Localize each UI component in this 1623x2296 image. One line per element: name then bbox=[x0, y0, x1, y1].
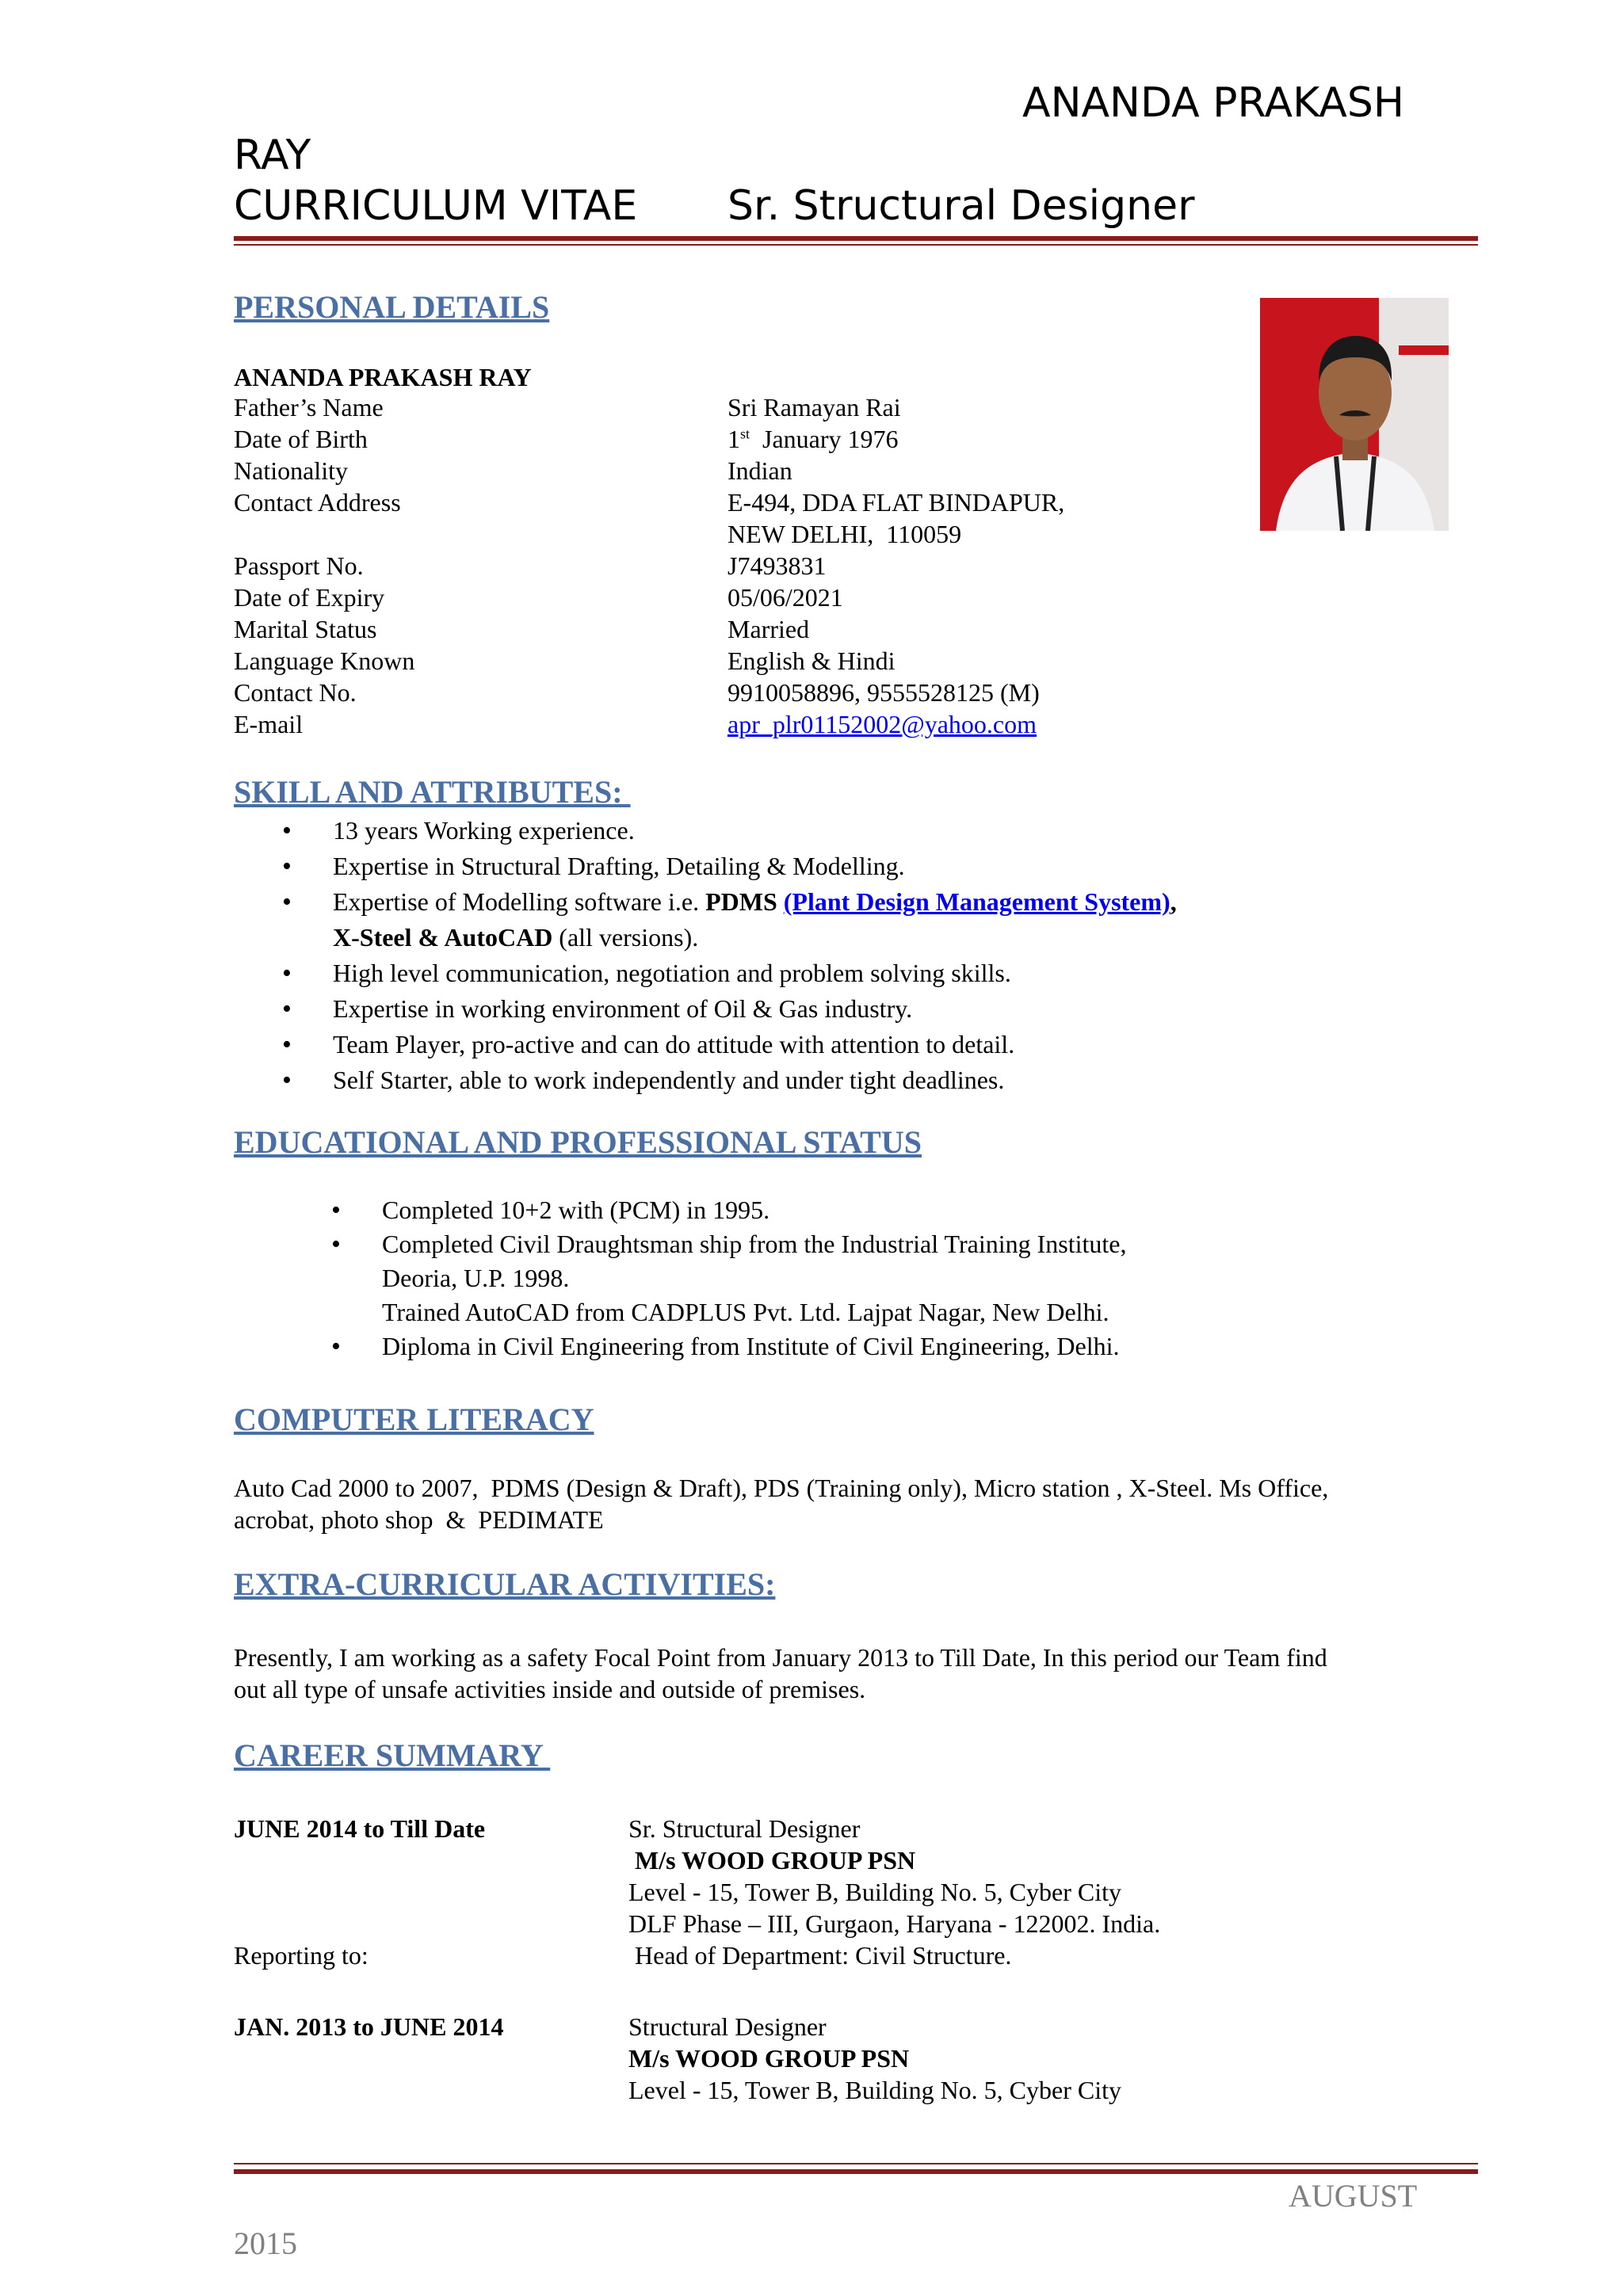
section-heading-skills: SKILL AND ATTRIBUTES: bbox=[234, 774, 631, 810]
footer-rule bbox=[234, 2169, 1478, 2174]
section-heading-education: EDUCATIONAL AND PROFESSIONAL STATUS bbox=[234, 1124, 922, 1160]
skill-text: Expertise of Modelling software i.e. bbox=[333, 887, 706, 916]
label-email: E-mail bbox=[234, 710, 304, 738]
computer-literacy-line1: Auto Cad 2000 to 2007, PDMS (Design & Draft), PDS (Training only), Micro station , X-Steel. Ms Office, bbox=[234, 1474, 1329, 1502]
cv-title: CURRICULUM VITAE bbox=[234, 182, 638, 230]
label-language: Language Known bbox=[234, 646, 415, 675]
header-name-line1: ANANDA PRAKASH bbox=[1022, 79, 1404, 127]
skills-list bbox=[333, 813, 1177, 1098]
job1-role: Sr. Structural Designer bbox=[628, 1814, 861, 1843]
profile-photo bbox=[1260, 298, 1449, 531]
job2-company: M/s WOOD GROUP PSN bbox=[628, 2044, 910, 2073]
skill-text: (all versions). bbox=[552, 923, 699, 952]
list-item: Deoria, U.P. 1998. bbox=[382, 1264, 570, 1292]
list-item: • Diploma in Civil Engineering from Institute of Civil Engineering, Delhi. bbox=[382, 1329, 1126, 1363]
pdms-link[interactable]: (Plant Design Management System) bbox=[783, 887, 1170, 916]
footer-month: AUGUST bbox=[1289, 2178, 1418, 2214]
list-item bbox=[333, 920, 1177, 955]
label-fathers-name: Father’s Name bbox=[234, 393, 384, 421]
job1-address-line2: DLF Phase – III, Gurgaon, Haryana - 122002. India. bbox=[628, 1909, 1161, 1938]
value-fathers-name: Sri Ramayan Rai bbox=[727, 393, 901, 421]
list-item: • Completed 10+2 with (PCM) in 1995. bbox=[382, 1193, 1126, 1227]
header-rule bbox=[234, 236, 1478, 241]
value-nationality: Indian bbox=[727, 456, 792, 485]
dob-day: 1 bbox=[727, 425, 740, 453]
skill-bold-pdms: PDMS bbox=[705, 887, 784, 916]
job2-address-line1: Level - 15, Tower B, Building No. 5, Cyber City bbox=[628, 2076, 1121, 2104]
reporting-label: Reporting to: bbox=[234, 1941, 369, 1970]
computer-literacy-line2: acrobat, photo shop & PEDIMATE bbox=[234, 1505, 604, 1534]
list-item: • Completed Civil Draughtsman ship from the Industrial Training Institute, bbox=[382, 1227, 1126, 1261]
list-item: • Expertise in working environment of Oil & Gas industry. bbox=[333, 991, 1177, 1027]
list-item: • Self Starter, able to work independently and under tight deadlines. bbox=[333, 1062, 1177, 1098]
header-rule-thin bbox=[234, 244, 1478, 246]
section-heading-career: CAREER SUMMARY bbox=[234, 1737, 551, 1773]
value-date-of-expiry: 05/06/2021 bbox=[727, 583, 843, 612]
job2-role: Structural Designer bbox=[628, 2012, 827, 2041]
dob-suffix: st bbox=[740, 425, 750, 442]
list-item: • Expertise in Structural Drafting, Detailing & Modelling. bbox=[333, 849, 1177, 884]
job1-address-line1: Level - 15, Tower B, Building No. 5, Cyber City bbox=[628, 1878, 1121, 1906]
value-contact-address-line1: E-494, DDA FLAT BINDAPUR, bbox=[727, 488, 1065, 517]
section-heading-extra: EXTRA-CURRICULAR ACTIVITIES: bbox=[234, 1566, 776, 1602]
full-name: ANANDA PRAKASH RAY bbox=[234, 363, 532, 391]
job1-company: M/s WOOD GROUP PSN bbox=[628, 1846, 916, 1875]
label-contact-no: Contact No. bbox=[234, 678, 357, 707]
footer-rule-thin bbox=[234, 2163, 1478, 2164]
list-item: Trained AutoCAD from CADPLUS Pvt. Ltd. Lajpat Nagar, New Delhi. bbox=[382, 1298, 1109, 1326]
label-contact-address: Contact Address bbox=[234, 488, 401, 517]
job1-period: JUNE 2014 to Till Date bbox=[234, 1814, 486, 1843]
skill-bold-xsteel: X-Steel & AutoCAD bbox=[333, 923, 553, 952]
list-item: • High level communication, negotiation and problem solving skills. bbox=[333, 955, 1177, 991]
skill-comma: , bbox=[1170, 887, 1177, 916]
dob-month-year: January 1976 bbox=[750, 425, 899, 453]
label-passport: Passport No. bbox=[234, 551, 364, 580]
list-item: • 13 years Working experience. bbox=[333, 813, 1177, 849]
section-heading-computer: COMPUTER LITERACY bbox=[234, 1402, 594, 1437]
value-passport: J7493831 bbox=[727, 551, 827, 580]
reporting-value: Head of Department: Civil Structure. bbox=[628, 1941, 1012, 1970]
email-link[interactable]: apr_plr01152002@yahoo.com bbox=[727, 710, 1037, 738]
list-item: • Team Player, pro-active and can do attitude with attention to detail. bbox=[333, 1027, 1177, 1062]
footer-year: 2015 bbox=[234, 2225, 297, 2261]
value-date-of-birth bbox=[727, 425, 899, 454]
value-language: English & Hindi bbox=[727, 646, 896, 675]
job2-period: JAN. 2013 to JUNE 2014 bbox=[234, 2012, 504, 2041]
value-contact-no: 9910058896, 9555528125 (M) bbox=[727, 678, 1040, 707]
extra-line2: out all type of unsafe activities inside and outside of premises. bbox=[234, 1675, 866, 1703]
label-date-of-expiry: Date of Expiry bbox=[234, 583, 385, 612]
designation: Sr. Structural Designer bbox=[727, 182, 1195, 230]
label-nationality: Nationality bbox=[234, 456, 348, 485]
section-heading-personal: PERSONAL DETAILS bbox=[234, 289, 550, 325]
value-marital-status: Married bbox=[727, 615, 810, 643]
education-list bbox=[382, 1193, 1126, 1363]
avatar-image bbox=[1260, 298, 1449, 531]
label-date-of-birth: Date of Birth bbox=[234, 425, 368, 453]
extra-line1: Presently, I am working as a safety Focal Point from January 2013 to Till Date, In this period our Team find bbox=[234, 1643, 1327, 1672]
header-name-line2: RAY bbox=[234, 132, 311, 179]
list-item bbox=[333, 884, 1177, 920]
label-marital-status: Marital Status bbox=[234, 615, 377, 643]
value-contact-address-line2: NEW DELHI, 110059 bbox=[727, 520, 962, 548]
